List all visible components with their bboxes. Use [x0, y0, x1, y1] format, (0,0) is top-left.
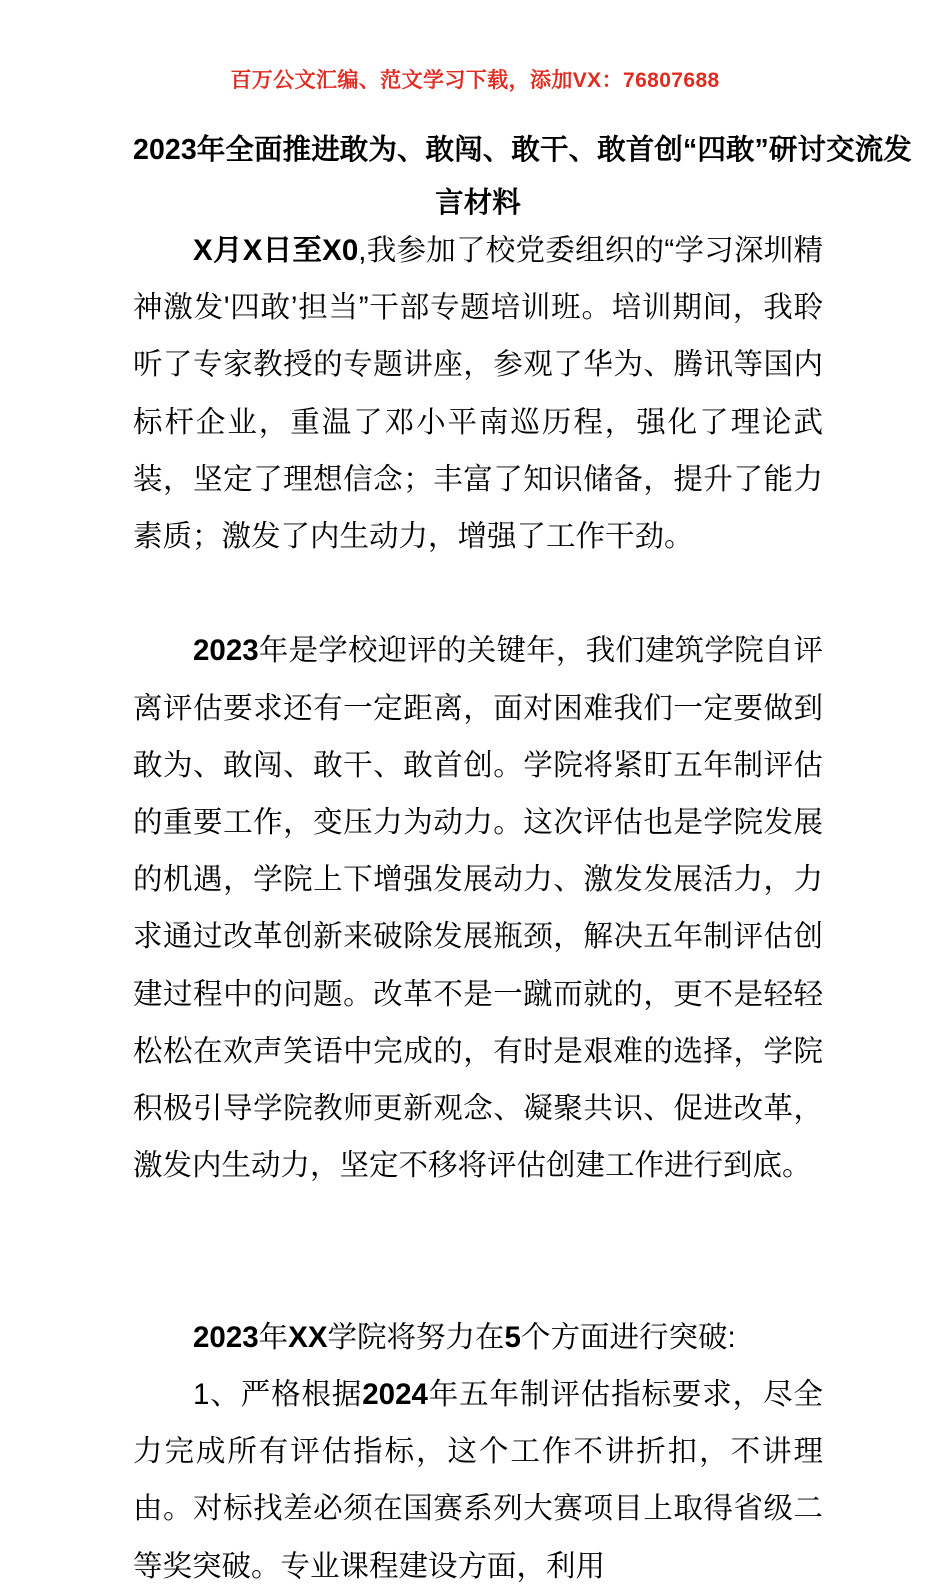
page-title [133, 124, 912, 230]
section-heading-org: XX [288, 1320, 328, 1354]
page-title-line-1: 2023年全面推进敢为、敢闯、敢干、敢首创“四敢”研讨交流发 [133, 134, 912, 166]
list-item-1-year: 2024 [362, 1378, 428, 1412]
paragraph-2-year-lead: 2023 [193, 634, 259, 668]
list-item-1-text: 年五年制评估指标要求，尽全力完成所有评估指标，这个工作不讲折扣，不讲理由。对标找差必须在国赛系列大赛项目上取得省级二等奖突破。专业课程建设方面，利用 [133, 1378, 823, 1583]
list-item-1 [133, 1366, 823, 1595]
paragraph-1-date-lead: X月X日至X0 [193, 234, 359, 267]
promo-watermark-header: 百万公文汇编、范文学习下载，添加VX：76807688 [230, 69, 720, 92]
list-item-1-pre: 严格根据 [240, 1378, 363, 1412]
list-item-1-number: 1、 [193, 1378, 241, 1412]
paragraph-2 [133, 622, 823, 1194]
section-heading-mid-2: 学院将努力在 [327, 1320, 505, 1354]
section-heading-count: 5 [504, 1320, 521, 1354]
section-heading-year: 2023 [193, 1320, 259, 1354]
page-title-line-2: 言材料 [435, 187, 521, 219]
paragraph-spacer-1 [133, 565, 823, 622]
paragraph-spacer-2 [133, 1194, 823, 1308]
section-heading-mid-3: 个方面进行突破: [520, 1320, 736, 1354]
paragraph-1 [133, 222, 823, 565]
paragraph-2-text: 年是学校迎评的关键年，我们建筑学院自评离评估要求还有一定距离，面对困难我们一定要做到敢为、敢闯、敢干、敢首创。学院将紧盯五年制评估的重要工作，变压力为动力。这次评估也是学院发展的机遇，学院上下增强发展动力、激发发展活力，力求通过改革创新来破除发展瓶颈，解决五年制评估创建过程中的问题。改革不是一蹴而就的，更不是轻轻松松在欢声笑语中完成的，有时是艰难的选择，学院积极引导学院教师更新观念、凝聚共识、促进改革，激发内生动力，坚定不移将评估创建工作进行到底。 [133, 634, 823, 1183]
paragraph-1-text: ,我参加了校党委组织的“学习深圳精神激发'四敢’担当”干部专题培训班。培训期间，我聆听了专家教授的专题讲座，参观了华为、腾讯等国内标杆企业，重温了邓小平南巡历程，强化了理论武装，坚定了理想信念；丰富了知识储备，提升了能力素质；激发了内生动力，增强了工作干劲。 [133, 234, 823, 554]
section-heading [133, 1309, 823, 1366]
section-heading-mid-1: 年 [258, 1320, 289, 1354]
document-body [133, 222, 823, 1595]
